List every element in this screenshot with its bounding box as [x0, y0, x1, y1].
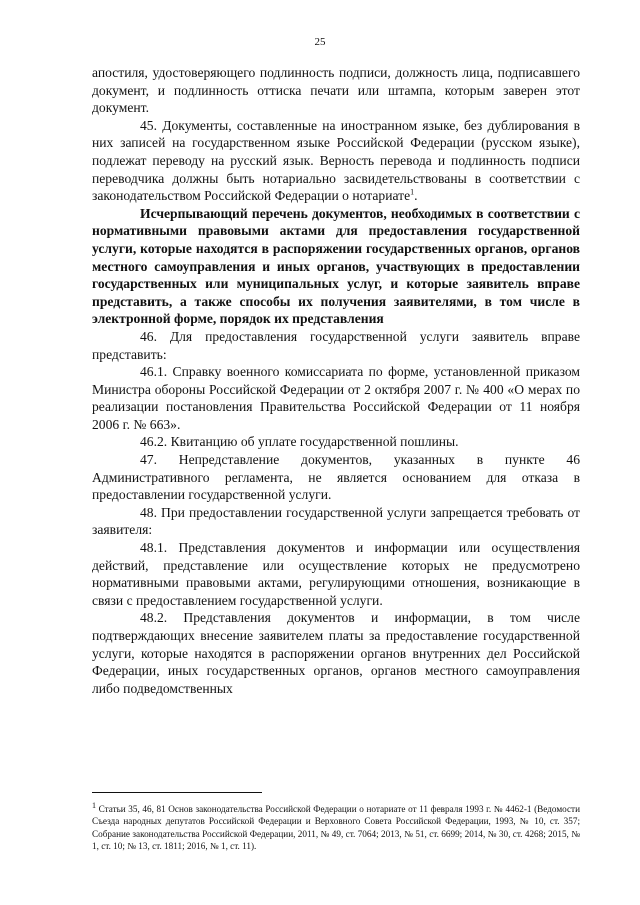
section-heading: Исчерпывающий перечень документов, необходимых в соответствии с нормативными правовыми актами для предоставления государственной услуги, которые находятся в распоряжении государственных органов, органов местного самоуправления и иных органов, участвующих в предоставлении государственных или муниципальных услуг, и которые заявитель вправе представить, а также способы их получения заявителями, в том числе в электронной форме, порядок их представления — [92, 205, 580, 327]
paragraph-47: 47. Непредставление документов, указанных в пункте 46 Административного регламента, не является основанием для отказа в предоставлении государственной услуги. — [92, 452, 580, 503]
paragraph-48-1: 48.1. Представления документов и информации или осуществления действий, представление или осуществление которых не предусмотрено нормативными правовыми актами, регулирующими отношения, возникающие в связи с предоставлением государственной услуги. — [92, 540, 580, 608]
paragraph-continuation: апостиля, удостоверяющего подлинность подписи, должность лица, подписавшего документ, и подлинность оттиска печати или штампа, которым заверен этот документ. — [92, 65, 580, 116]
paragraph-45 — [92, 117, 580, 205]
footnote-divider — [92, 792, 262, 793]
paragraph-48-2: 48.2. Представления документов и информации, в том числе подтверждающих внесение заявителем платы за предоставление государственной услуги, которые находятся в распоряжении органов внутренних дел Российской Федерации, иных государственных органов, органов местного самоуправления либо подведомственных — [92, 610, 580, 696]
paragraph-46-1: 46.1. Справку военного комиссариата по форме, установленной приказом Министра обороны Российской Федерации от 2 октября 2007 г. № 400 «О мерах по реализации постановления Правительства Российской Федерации от 11 ноября 2006 г. № 663». — [92, 364, 580, 432]
paragraph-45-text: 45. Документы, составленные на иностранном языке, без дублирования в них записей на государственном языке Российской Федерации (русском языке), подлежат переводу на русский язык. Верность перевода и подлинность подписи переводчика должны быть нотариально засвидетельствованы в соответствии с законодательством Российской Федерации о нотариате — [92, 117, 580, 204]
page-number: 25 — [314, 36, 326, 48]
paragraph-46-2: 46.2. Квитанцию об уплате государственной пошлины. — [140, 434, 459, 450]
footnote-text: Статьи 35, 46, 81 Основ законодательства Российской Федерации о нотариате от 11 февраля 1993 г. № 4462-1 (Ведомости Съезда народных депутатов Российской Федерации и Верховного Совета Российской Федерации, 1993, № 10, ст. 357; Собрание законодательства Российской Федерации, 2011, № 49, ст. 7064; 2013, № 51, ст. 6699; 2014, № 30, ст. 4268; 2015, № 1, ст. 10; № 13, ст. 1811; 2016, № 1, ст. 11). — [92, 804, 580, 852]
paragraph-48: 48. При предоставлении государственной услуги запрещается требовать от заявителя: — [92, 504, 580, 538]
footnote — [92, 800, 580, 853]
paragraph-46: 46. Для предоставления государственной услуги заявитель вправе представить: — [92, 328, 580, 362]
footnote-mark: 1 — [92, 800, 96, 810]
footnote-ref: 1 — [410, 187, 415, 197]
paragraph-45-end: . — [414, 188, 418, 204]
document-body — [92, 64, 580, 697]
